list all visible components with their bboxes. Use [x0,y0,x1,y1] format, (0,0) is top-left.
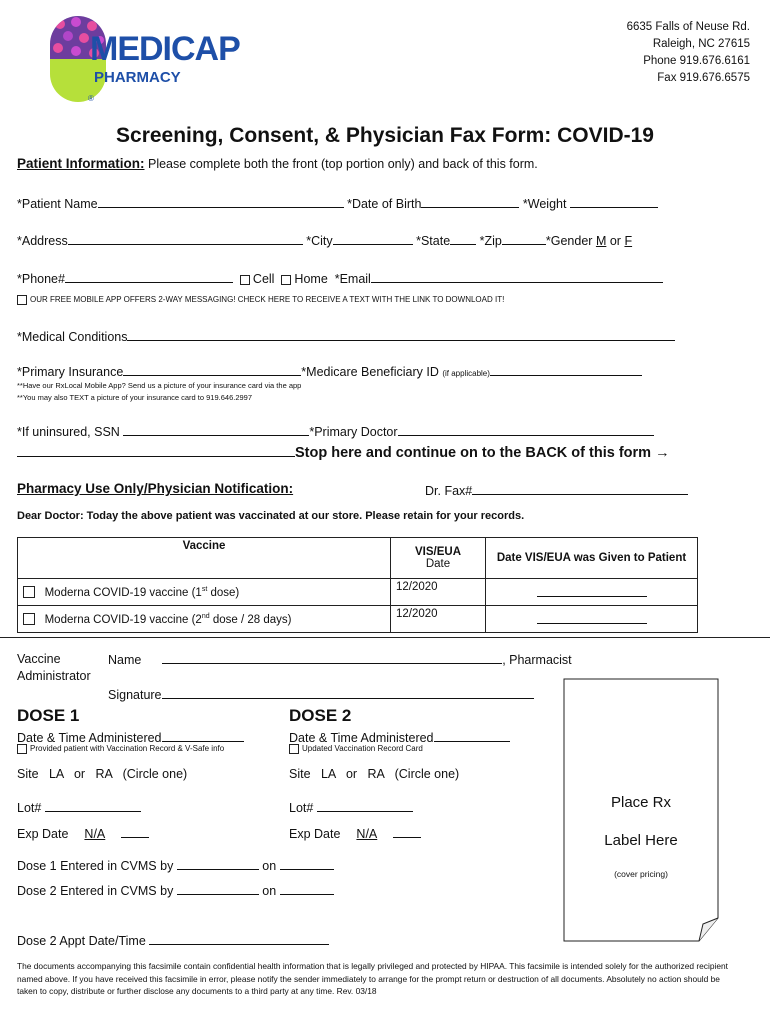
dose2-datetime-row: Date & Time Administered [289,729,510,745]
dose1-vaccine-checkbox[interactable] [23,586,35,598]
insurance-note-1: **Have our RxLocal Mobile App? Send us a picture of your insurance card via the app [17,381,302,390]
cell-checkbox[interactable] [240,275,250,285]
city-field[interactable] [333,232,413,245]
row-address: *Address *City *State *Zip *Gender M or F [17,234,633,248]
cvms-dose1-by-field[interactable] [177,857,259,870]
dose1-site: Site LA or RA (Circle one) [17,767,188,781]
address-block [627,19,750,87]
cvms-dose1-date-field[interactable] [280,857,334,870]
vaccine-table [17,537,698,633]
insurance-note-2: **You may also TEXT a picture of your insurance card to 919.646.2997 [17,393,253,402]
given-date-field[interactable] [537,611,647,624]
patient-info-heading: Patient Information: [17,156,145,171]
address-city: Raleigh, NC 27615 [652,38,750,50]
cvms-dose2-row: Dose 2 Entered in CVMS by on [17,882,334,898]
logo-brand: MEDICAP [90,30,240,68]
cvms-dose1-row: Dose 1 Entered in CVMS by on [17,857,334,873]
arrow-right-icon: → [655,445,670,461]
row-admin-name: Name , Pharmacist [108,653,572,667]
insurance-field[interactable] [123,363,301,376]
patient-info-instruction: Please complete both the front (top portion only) and back of this form. [147,157,538,171]
dose2-appt-row: Dose 2 Appt Date/Time [17,932,329,948]
dr-fax-field[interactable] [472,482,688,495]
zip-field[interactable] [502,232,546,245]
dose2-title: DOSE 2 [289,706,352,725]
vaccine-admin-label: Vaccine Administrator [17,652,91,683]
dose2-vaccination-card-checkbox[interactable] [289,744,299,754]
home-checkbox[interactable] [281,275,291,285]
address-phone: Phone 919.676.6161 [643,55,750,67]
patient-name-field[interactable] [98,195,344,208]
rx-label-line2: Label Here [604,832,678,849]
table-row: Moderna COVID-19 vaccine (1st dose) 12/2020 [18,579,698,606]
dose1-exp-value: N/A [84,827,106,841]
ssn-field[interactable] [123,423,309,436]
row-ssn: *If uninsured, SSN *Primary Doctor [17,423,654,439]
gender-f-option[interactable]: F [624,234,633,248]
administrator-name-field[interactable] [162,651,502,664]
dose1-lot-field[interactable] [45,799,141,812]
row-signature: Signature [108,686,534,702]
dose2-datetime-field[interactable] [434,729,510,742]
dose2-lot-row: Lot# [289,799,413,815]
rx-label-line1: Place Rx [610,794,672,811]
row-insurance: *Primary Insurance *Medicare Beneficiary ID (if applicable) [17,363,642,379]
row-phone: *Phone# Cell Home *Email [17,270,663,286]
gender-m-option[interactable]: M [595,234,607,248]
weight-field[interactable] [570,195,658,208]
email-field[interactable] [371,270,663,283]
app-offer-checkbox[interactable] [17,295,27,305]
dose1-datetime-row: Date & Time Administered [17,729,244,745]
dear-doctor-text: Dear Doctor: Today the above patient was vaccinated at our store. Please retain for your records. [17,510,525,522]
table-row: Moderna COVID-19 vaccine (2nd dose / 28 days) 12/2020 [18,606,698,633]
divider [0,637,770,638]
dose1-datetime-field[interactable] [162,729,244,742]
rx-label-line3: (cover pricing) [614,869,668,879]
dose1-title: DOSE 1 [17,706,80,725]
page-title: Screening, Consent, & Physician Fax Form: COVID-19 [116,124,654,147]
row-stop [17,441,670,461]
medicare-id-field[interactable] [490,363,642,376]
logo-sub: PHARMACY [94,69,181,86]
address-fax: Fax 919.676.6575 [657,72,750,84]
signature-field[interactable] [162,686,534,699]
patient-info-header [17,156,538,171]
col-vis-header: VIS/EUA Date [391,538,486,579]
row-medical: *Medical Conditions [17,328,675,344]
dose1-vaccination-record-checkbox[interactable] [17,744,27,754]
vis-date-cell: 12/2020 [391,606,486,633]
dose2-lot-field[interactable] [317,799,413,812]
cvms-dose2-date-field[interactable] [280,882,334,895]
dose2-site: Site LA or RA (Circle one) [289,767,460,781]
table-header-row [18,538,698,579]
dob-field[interactable] [421,195,519,208]
footer-disclaimer: The documents accompanying this facsimile contain confidential health information that is legally privileged and protected by HIPAA. This facsimile is intended solely for the authorized recipient named above. If you have received this facsimile in error, please notify the sender immediately to arrange for the prompt return or destruction of all documents. Absolutely no action should be taken to copy, distribute or further disclose any documents to a third party at any time. Rev. 03/18 [17,961,729,996]
cvms-dose2-by-field[interactable] [177,882,259,895]
row-app-offer: OUR FREE MOBILE APP OFFERS 2-WAY MESSAGING! CHECK HERE TO RECEIVE A TEXT WITH THE LINK TO DOWNLOAD IT! [17,295,504,305]
col-vaccine-header: Vaccine [18,538,391,579]
dose1-lot-row: Lot# [17,799,141,815]
dose2-exp-row: Exp Date N/A [289,825,421,841]
stop-notice: Stop here and continue on to the BACK of this form [295,445,652,461]
address-field[interactable] [68,232,303,245]
address-street: 6635 Falls of Neuse Rd. [626,21,750,33]
logo [48,14,248,104]
phone-field[interactable] [65,270,233,283]
col-given-header: Date VIS/EUA was Given to Patient [486,538,698,579]
logo-registered-mark: ® [88,94,94,103]
medical-conditions-field[interactable] [127,328,675,341]
dose2-appt-field[interactable] [149,932,329,945]
dose2-vaccine-checkbox[interactable] [23,613,35,625]
dose2-exp-value: N/A [356,827,378,841]
primary-doctor-field[interactable] [398,423,654,436]
vis-date-cell: 12/2020 [391,579,486,606]
rx-label-box [563,678,719,942]
dose1-exp-row: Exp Date N/A [17,825,149,841]
row-dr-fax: Dr. Fax# [425,482,688,498]
given-date-field[interactable] [537,584,647,597]
state-field[interactable] [450,232,476,245]
dose1-check-row: Provided patient with Vaccination Record & V-Safe info [17,744,224,754]
dose2-check-row: Updated Vaccination Record Card [289,744,423,754]
pharmacy-heading: Pharmacy Use Only/Physician Notification: [17,481,294,496]
row-name: *Patient Name *Date of Birth *Weight [17,195,658,211]
